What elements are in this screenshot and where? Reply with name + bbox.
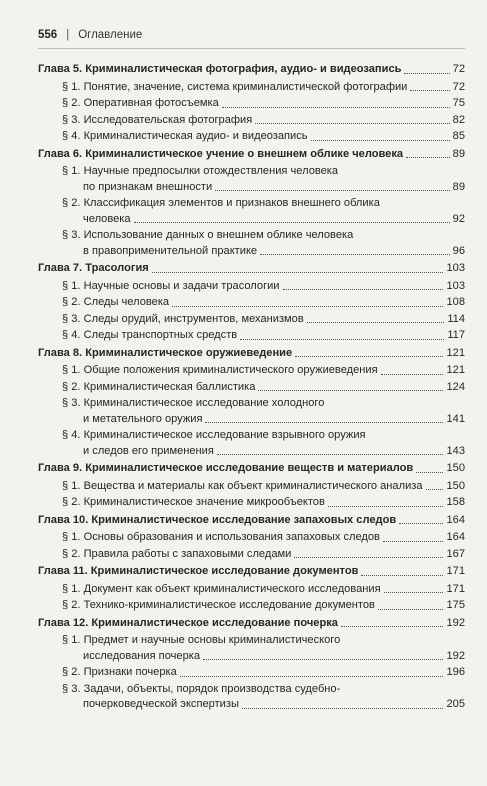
chapter	[38, 461, 465, 511]
section-entry[interactable]	[38, 547, 465, 563]
section-entry-line	[62, 363, 465, 379]
section-entry[interactable]	[38, 598, 465, 614]
section-entry-line	[62, 328, 465, 344]
chapter-page-number: 72	[452, 63, 465, 75]
section-page-number: 85	[452, 130, 465, 142]
section-title: и следов его применения	[83, 444, 214, 457]
section-entry-line	[62, 129, 465, 145]
dot-leader	[283, 289, 444, 290]
dot-leader	[172, 306, 443, 307]
dot-leader	[255, 123, 449, 124]
section-entry-line	[62, 633, 465, 649]
section-page-number: 92	[452, 212, 465, 225]
section-title: § 4. Криминалистическое исследование взрывного оружия	[62, 429, 366, 441]
section-entry[interactable]	[38, 363, 465, 379]
chapter-page-number: 171	[446, 565, 465, 577]
dot-leader	[205, 422, 443, 423]
section-page-number: 124	[446, 380, 465, 393]
section-page-number: 175	[446, 599, 465, 611]
section-entry-line	[62, 547, 465, 563]
dot-leader	[341, 626, 444, 627]
section-title: § 2. Технико-криминалистическое исследование документов	[62, 599, 375, 611]
section-title: почерковедческой экспертизы	[83, 698, 239, 710]
section-entry[interactable]	[38, 96, 465, 112]
section-entry[interactable]	[38, 380, 465, 396]
section-entry-line	[62, 665, 465, 681]
section-entry-line	[62, 396, 465, 412]
section-title: § 3. Задачи, объекты, порядок производства судебно-	[62, 682, 341, 695]
running-head: Оглавление	[78, 29, 143, 41]
dot-leader	[242, 708, 444, 709]
section-entry[interactable]	[38, 196, 465, 227]
page-number: 556	[38, 29, 58, 41]
dot-leader	[222, 107, 450, 108]
dot-leader	[416, 472, 443, 473]
section-title: § 1. Основы образования и использования запаховых следов	[62, 531, 380, 543]
section-entry-line	[62, 380, 465, 396]
section-title: § 1. Научные предпосылки отождествления человека	[62, 165, 339, 177]
section-title: § 3. Следы орудий, инструментов, механизмов	[62, 312, 304, 325]
section-title: § 4. Следы транспортных средств	[62, 329, 238, 341]
chapter-page-number: 192	[446, 616, 465, 629]
dot-leader	[328, 506, 444, 507]
chapter-page-number: 89	[452, 147, 465, 160]
chapter-title: Глава 11. Криминалистическое исследование документов	[38, 565, 359, 577]
section-entry[interactable]	[38, 495, 465, 511]
section-entry-line	[62, 312, 465, 328]
chapter-heading[interactable]	[38, 616, 465, 632]
section-entry[interactable]	[38, 682, 465, 713]
chapter-heading[interactable]	[38, 346, 465, 362]
chapter-heading[interactable]	[38, 147, 465, 163]
section-title: § 2. Криминалистическая баллистика	[62, 380, 256, 393]
section-title: § 1. Документ как объект криминалистического исследования	[62, 582, 381, 595]
header-rule	[38, 48, 465, 49]
dot-leader	[203, 659, 443, 660]
section-entry[interactable]	[38, 113, 465, 129]
dot-leader	[311, 140, 450, 141]
section-entry[interactable]	[38, 428, 465, 459]
chapter	[38, 616, 465, 713]
section-entry-line	[62, 444, 465, 460]
section-page-number: 164	[446, 531, 465, 543]
section-page-number: 143	[446, 444, 465, 457]
section-entry[interactable]	[38, 312, 465, 328]
section-title: § 2. Классификация элементов и признаков внешнего облика	[62, 197, 380, 209]
section-title: § 4. Криминалистическая аудио- и видеозапись	[62, 130, 308, 142]
section-page-number: 89	[452, 180, 465, 193]
chapter-page-number: 103	[446, 262, 465, 274]
section-entry-line	[62, 196, 465, 212]
dot-leader	[215, 190, 449, 191]
section-entry-line	[62, 96, 465, 112]
chapter-title: Глава 12. Криминалистическое исследование почерка	[38, 616, 338, 629]
section-entry-line	[62, 295, 465, 311]
section-entry[interactable]	[38, 530, 465, 546]
chapter	[38, 147, 465, 260]
dot-leader	[383, 541, 444, 542]
chapter	[38, 261, 465, 344]
section-title: в правоприменительной практике	[83, 244, 258, 257]
section-entry[interactable]	[38, 396, 465, 427]
section-entry[interactable]	[38, 665, 465, 681]
dot-leader	[399, 523, 443, 524]
section-page-number: 205	[446, 698, 465, 710]
section-entry-line	[62, 598, 465, 614]
section-entry[interactable]	[38, 129, 465, 145]
dot-leader	[426, 489, 444, 490]
dot-leader	[410, 90, 449, 91]
section-page-number: 141	[446, 412, 465, 425]
chapter	[38, 513, 465, 563]
section-title: § 1. Понятие, значение, система криминалистической фотографии	[62, 80, 408, 93]
header-separator: |	[66, 29, 70, 41]
section-entry[interactable]	[38, 228, 465, 259]
chapter-title: Глава 5. Криминалистическая фотография, аудио- и видеозапись	[38, 63, 402, 75]
chapter-heading[interactable]	[38, 261, 465, 277]
section-title: § 1. Общие положения криминалистического оружиеведения	[62, 364, 378, 376]
section-page-number: 114	[447, 312, 465, 325]
chapter-heading[interactable]	[38, 62, 465, 78]
chapter-heading[interactable]	[38, 513, 465, 529]
chapter-title: Глава 9. Криминалистическое исследование веществ и материалов	[38, 462, 414, 474]
section-title: § 3. Исследовательская фотография	[62, 113, 253, 126]
section-entry[interactable]	[38, 279, 465, 295]
section-entry-line	[62, 244, 465, 260]
chapter	[38, 62, 465, 145]
section-entry[interactable]	[38, 582, 465, 598]
section-entry[interactable]	[38, 80, 465, 96]
section-page-number: 108	[446, 296, 465, 308]
chapter-page-number: 164	[446, 513, 465, 526]
chapter	[38, 564, 465, 614]
section-page-number: 192	[446, 649, 465, 662]
dot-leader	[295, 356, 443, 357]
section-title: § 2. Признаки почерка	[62, 666, 177, 678]
section-title: § 3. Использование данных о внешнем облике человека	[62, 229, 354, 241]
section-title: § 2. Оперативная фотосъемка	[62, 97, 219, 109]
section-title: § 2. Криминалистическое значение микрообъектов	[62, 496, 325, 508]
dot-leader	[307, 322, 445, 323]
section-title: § 2. Правила работы с запаховыми следами	[62, 547, 292, 560]
section-entry[interactable]	[38, 633, 465, 664]
section-entry[interactable]	[38, 328, 465, 344]
page-header	[38, 29, 142, 41]
chapter-heading[interactable]	[38, 564, 465, 580]
section-title: человека	[83, 212, 131, 225]
section-page-number: 171	[446, 582, 465, 595]
chapter-heading[interactable]	[38, 461, 465, 477]
chapter-title: Глава 6. Криминалистическое учение о внешнем облике человека	[38, 147, 404, 160]
dot-leader	[134, 222, 450, 223]
section-entry-line	[62, 164, 465, 180]
section-entry-line	[62, 582, 465, 598]
section-page-number: 150	[446, 479, 465, 492]
dot-leader	[217, 454, 444, 455]
chapter-title: Глава 10. Криминалистическое исследование запаховых следов	[38, 513, 397, 526]
section-entry-line	[62, 428, 465, 444]
section-entry[interactable]	[38, 295, 465, 311]
section-page-number: 117	[447, 329, 465, 341]
section-entry[interactable]	[38, 479, 465, 495]
chapter	[38, 346, 465, 460]
section-title: исследования почерка	[83, 649, 201, 662]
chapter-page-number: 150	[446, 462, 465, 474]
section-entry-line	[62, 530, 465, 546]
dot-leader	[404, 73, 449, 74]
section-page-number: 158	[446, 496, 465, 508]
section-title: по признакам внешности	[83, 180, 213, 193]
section-title: § 1. Научные основы и задачи трасологии	[62, 279, 280, 292]
section-entry-line	[62, 212, 465, 228]
section-entry-line	[62, 412, 465, 428]
dot-leader	[381, 374, 444, 375]
section-page-number: 75	[452, 97, 465, 109]
chapter-title: Глава 7. Трасология	[38, 262, 149, 274]
section-entry-line	[62, 682, 465, 698]
section-entry-line	[62, 279, 465, 295]
section-title: § 1. Вещества и материалы как объект криминалистического анализа	[62, 479, 423, 492]
section-page-number: 82	[452, 113, 465, 126]
section-entry-line	[62, 228, 465, 244]
section-entry-line	[62, 495, 465, 511]
section-title: § 1. Предмет и научные основы криминалистического	[62, 634, 341, 646]
table-of-contents	[38, 62, 465, 715]
dot-leader	[258, 390, 443, 391]
section-title: § 2. Следы человека	[62, 296, 170, 308]
dot-leader	[361, 575, 443, 576]
chapter-page-number: 121	[446, 346, 465, 359]
section-entry[interactable]	[38, 164, 465, 195]
dot-leader	[152, 272, 444, 273]
section-title: § 3. Криминалистическое исследование холодного	[62, 397, 325, 409]
section-entry-line	[62, 479, 465, 495]
section-page-number: 196	[446, 666, 465, 678]
section-page-number: 96	[452, 244, 465, 257]
section-page-number: 121	[446, 364, 465, 376]
chapter-title: Глава 8. Криминалистическое оружиеведение	[38, 346, 293, 359]
dot-leader	[240, 339, 444, 340]
dot-leader	[406, 157, 450, 158]
section-page-number: 103	[446, 279, 465, 292]
section-entry-line	[62, 180, 465, 196]
section-entry-line	[62, 80, 465, 96]
section-page-number: 72	[452, 80, 465, 93]
section-entry-line	[62, 649, 465, 665]
dot-leader	[378, 609, 444, 610]
dot-leader	[294, 557, 443, 558]
dot-leader	[384, 592, 444, 593]
section-title: и метательного оружия	[83, 412, 203, 425]
section-entry-line	[62, 113, 465, 129]
dot-leader	[260, 254, 450, 255]
section-page-number: 167	[446, 547, 465, 560]
section-entry-line	[62, 697, 465, 713]
dot-leader	[180, 676, 444, 677]
